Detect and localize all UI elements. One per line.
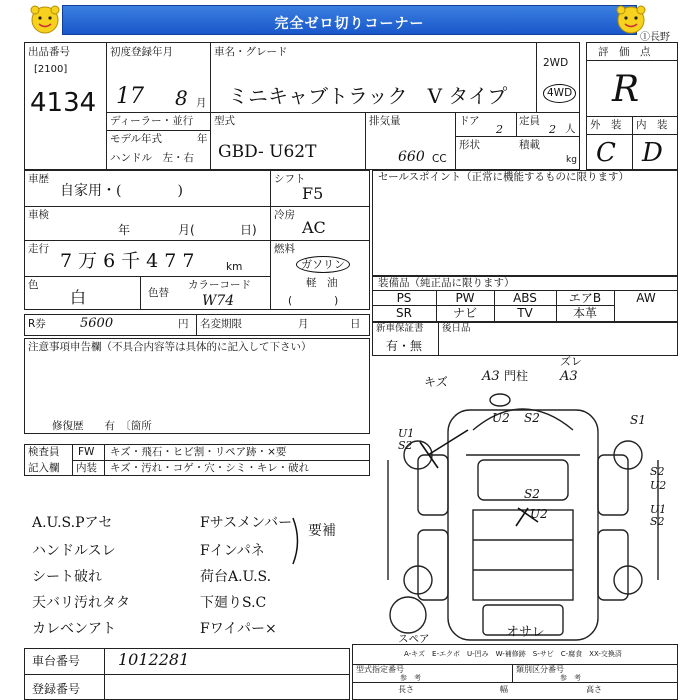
drive-4wd: 4WD	[543, 84, 576, 103]
mark-s2-top: S2	[524, 411, 540, 425]
aircon-value: AC	[302, 218, 326, 237]
fw-label: FW	[78, 446, 95, 458]
chassis-label: 車台番号	[32, 654, 81, 668]
sales-point-label: セールスポイント（正常に機能するものに限ります）	[378, 171, 630, 183]
usage-label: 車歴	[28, 173, 49, 185]
drive-2wd: 2WD	[543, 57, 569, 69]
mascot-left-icon	[26, 3, 64, 37]
legend-length: 長さ	[398, 685, 414, 694]
page-banner	[62, 5, 637, 35]
notice-label: 注意事項申告欄（不具合内容等は具体的に記入して下さい）	[28, 341, 312, 353]
capacity-value: 2	[549, 123, 556, 136]
mark-u2-center: U2	[530, 507, 548, 521]
shift-label: シフト	[274, 173, 306, 185]
aircon-label: 冷房	[274, 209, 295, 221]
color-code-value: W74	[202, 293, 235, 309]
model-label: 型式	[214, 115, 235, 127]
usage-value: 自家用・( )	[60, 183, 183, 199]
dealer-label: ディーラー・並行	[110, 115, 194, 127]
rating-label: 評 価 点	[598, 46, 651, 58]
legend-text: A-キズ E-エクボ U-凹み W-補修跡 S-サビ C-腐食 XX-交換済	[404, 650, 622, 658]
warranty-value: 有・無	[386, 339, 423, 353]
name-change-label: 名変期限	[200, 318, 242, 330]
equip-airbag: エアB	[568, 291, 602, 305]
note-right-1: Fサスメンバー	[200, 515, 293, 531]
damage-diagram	[378, 360, 678, 645]
interior-value: D	[642, 138, 663, 168]
shift-value: F5	[302, 184, 324, 203]
capacity-unit: 人	[565, 123, 576, 135]
inspector-note: ①長野	[640, 32, 670, 43]
lot-number: 4134	[30, 88, 97, 118]
note-left-5: カレベンアト	[32, 621, 116, 637]
fuel-label: 燃料	[274, 243, 295, 255]
load-unit: kg	[566, 155, 577, 165]
inspection-month-unit: 月(	[178, 223, 195, 237]
mark-s2-right: S2	[650, 465, 665, 478]
car-name-label: 車名・グレード	[214, 46, 288, 58]
warranty-label: 新車保証書	[376, 323, 424, 334]
equip-pw: PW	[455, 291, 475, 305]
doors-value: 2	[496, 123, 503, 136]
equip-navi: ナビ	[452, 306, 477, 320]
note-right-4: 下廻りS.C	[200, 595, 267, 611]
lot-label: 出品番号	[28, 46, 70, 58]
fuel-value: ガソリン	[296, 256, 350, 273]
bottom-note: オサレ	[506, 625, 545, 640]
registration-month-unit: 月	[196, 97, 207, 109]
model-year-label: モデル年式	[110, 133, 162, 145]
color-code-label: カラーコード	[188, 279, 251, 291]
mark-s2-left: S2	[398, 439, 413, 452]
fw-items: キズ・飛石・ヒビ割・リペア跡・×要	[110, 446, 287, 458]
exterior-label: 外 装	[590, 119, 622, 131]
interior-items: キズ・汚れ・コゲ・穴・シミ・キレ・破れ	[110, 462, 310, 474]
note-right-3: 荷台A.U.S.	[200, 569, 272, 585]
lot-code: [2100]	[34, 64, 68, 75]
equip-abs: ABS	[513, 291, 537, 305]
page-title: 完全ゼロ切りコーナー	[274, 16, 425, 32]
recycle-value: 5600	[80, 316, 114, 331]
interior-label: 内 装	[636, 119, 668, 131]
registration-month: 8	[175, 86, 188, 110]
mark-u2-top: U2	[492, 411, 510, 425]
displacement-value: 660	[398, 149, 425, 165]
note-left-1: A.U.S.Pアセ	[32, 515, 113, 531]
note-left-4: 天バリ汚れタタ	[32, 595, 130, 611]
note-left-3: シート破れ	[32, 569, 102, 585]
exterior-value: C	[596, 138, 616, 168]
inspection-day-unit: 日)	[240, 223, 257, 237]
model-year-unit: 年	[197, 133, 208, 145]
inspection-label: 車検	[28, 209, 49, 221]
legend-ref-label-2: 参 考	[560, 674, 581, 682]
spare-label: スペア	[398, 633, 430, 645]
equip-sr: SR	[396, 306, 412, 320]
equip-tv: TV	[517, 306, 533, 320]
legend-width: 幅	[500, 685, 508, 694]
color-value: 白	[70, 288, 87, 307]
repair-label: 修復歴 有 〔箇所	[52, 420, 152, 432]
equipment-label: 装備品（純正品に限ります）	[378, 277, 515, 289]
capacity-label: 定員	[519, 115, 540, 127]
registration-year: 17	[116, 84, 144, 109]
legend-type-label: 型式指定番号	[356, 665, 404, 674]
inspector-label-1: 検査員	[28, 446, 60, 458]
doors-label: ドア	[459, 115, 480, 127]
name-change-month: 月	[298, 318, 309, 330]
notes-bracket-text: 要補	[308, 523, 336, 539]
notes-bracket-icon	[290, 516, 304, 566]
mark-s2-center: S2	[524, 487, 540, 501]
name-change-day: 日	[350, 318, 361, 330]
equip-ps: PS	[396, 291, 412, 305]
mileage-value: 7万6千477	[60, 250, 201, 272]
equip-leather: 本革	[572, 306, 597, 320]
shape-label: 形状	[459, 139, 480, 151]
backseat-label: 後日品	[442, 323, 471, 334]
inspection-year-unit: 年	[118, 223, 131, 237]
note-left-2: ハンドルスレ	[32, 543, 116, 559]
mark-u1-left: U1	[398, 427, 415, 440]
recycle-block	[24, 314, 370, 336]
legend-class-label: 類別区分番号	[516, 665, 564, 674]
recycle-unit: 円	[178, 318, 189, 330]
mark-a3-right: A3	[560, 369, 578, 384]
handle-label: ハンドル 左・右	[110, 152, 194, 164]
legend-height: 高さ	[586, 685, 602, 694]
rating-value: R	[612, 69, 640, 110]
model-value: GBD- U62T	[218, 142, 317, 162]
interior-row-label: 内装	[76, 462, 97, 474]
displacement-unit: CC	[432, 153, 447, 165]
note-right-2: Fインパネ	[200, 543, 265, 559]
note-right-5: Fワイパー×	[200, 621, 277, 637]
car-name-value: ミニキャブトラック V タイプ	[228, 84, 508, 108]
equip-aw: AW	[636, 291, 656, 305]
mark-u1-right: U1	[650, 503, 667, 516]
mileage-label: 走行	[28, 243, 49, 255]
mark-u2-right: U2	[650, 479, 667, 492]
color-change-label: 色替	[148, 287, 169, 299]
fuel-option: 軽 油	[306, 277, 338, 289]
mark-s2-right-low: S2	[650, 515, 665, 528]
displacement-label: 排気量	[369, 115, 401, 127]
chassis-value: 1012281	[118, 650, 190, 669]
mileage-unit: km	[226, 261, 243, 273]
fuel-paren: ( )	[288, 295, 339, 307]
reg-number-label: 登録番号	[32, 682, 81, 696]
legend-ref-label: 参 考	[400, 674, 421, 682]
inspector-label-2: 記入欄	[28, 462, 60, 474]
mark-a3-left: A3	[482, 369, 500, 384]
recycle-label: R券	[28, 318, 46, 330]
mark-kizu: キズ	[424, 375, 448, 389]
sales-point-block	[372, 170, 678, 276]
mark-zure: ズレ	[560, 355, 582, 368]
color-label: 色	[28, 279, 39, 291]
registration-label: 初度登録年月	[110, 46, 173, 58]
mark-s1-right: S1	[630, 413, 646, 427]
load-label: 積載	[519, 139, 540, 151]
mark-pillar: 門柱	[504, 369, 529, 383]
